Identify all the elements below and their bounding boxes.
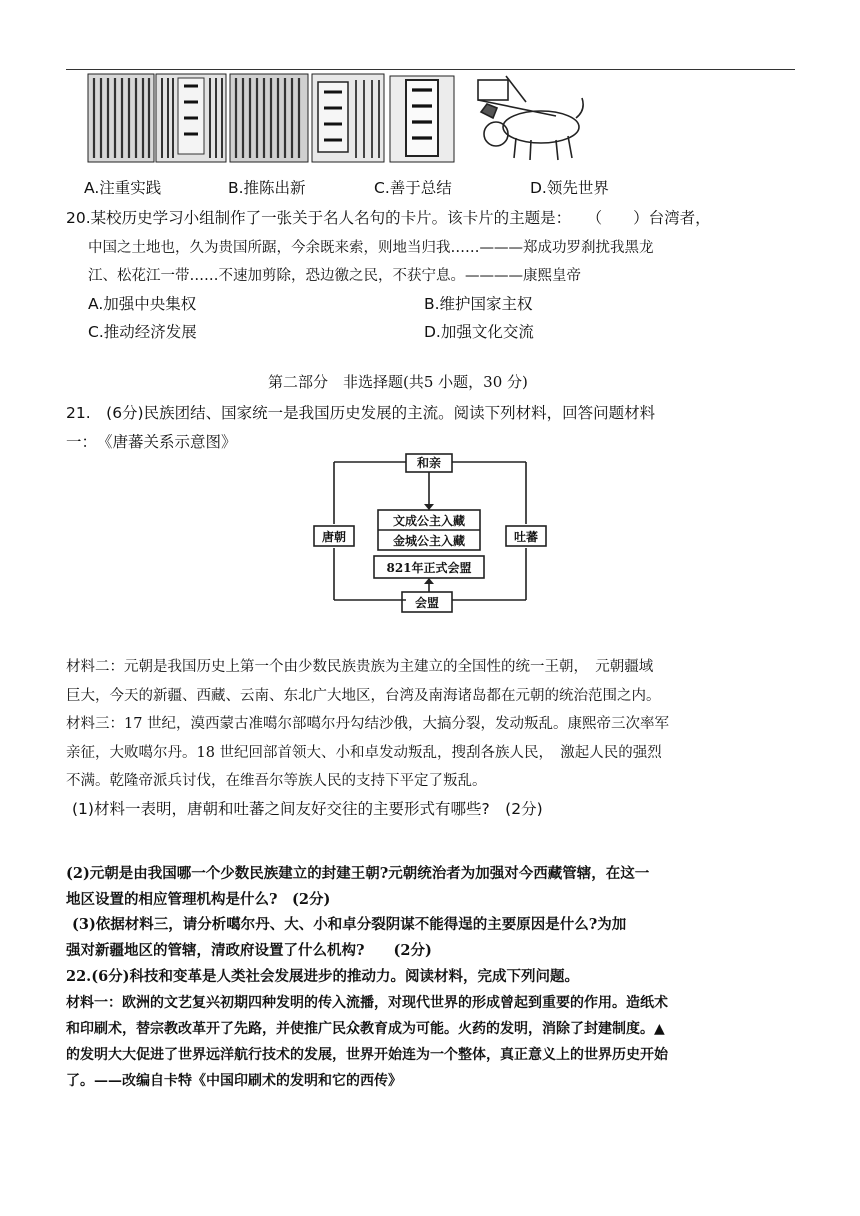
option-c: C.推动经济发展 bbox=[88, 323, 197, 341]
question-21-line-2: 一： 《唐蕃关系示意图》 bbox=[66, 433, 237, 451]
book-cover-image bbox=[390, 76, 454, 162]
question-21-sub-2-line-2: 地区设置的相应管理机构是什么? (2分) bbox=[66, 891, 331, 908]
diagram-label-tubo: 吐蕃 bbox=[513, 530, 539, 544]
question-22-material-1-line-4: 了。——改编自卡特《中国印刷术的发明和它的西传》 bbox=[66, 1073, 402, 1089]
book-scan-image-3 bbox=[230, 74, 308, 162]
diagram-item-821-alliance: 821年正式会盟 bbox=[386, 561, 472, 575]
option-d: D.领先世界 bbox=[530, 179, 609, 197]
diagram-label-huimeng: 会盟 bbox=[414, 596, 440, 610]
diagram-label-tang: 唐朝 bbox=[321, 530, 347, 544]
arrow-up-icon bbox=[424, 578, 434, 584]
ox-cart-illustration bbox=[478, 76, 583, 160]
tang-tubo-relation-diagram bbox=[310, 452, 548, 616]
diagram-label-heqin: 和亲 bbox=[416, 456, 442, 470]
option-b: B.维护国家主权 bbox=[424, 295, 533, 313]
question-21-sub-2-line-1: (2)元朝是由我国哪一个少数民族建立的封建王朝?元朝统治者为加强对今西藏管辖，在这一 bbox=[66, 865, 650, 882]
question-19-image-strip bbox=[86, 72, 586, 164]
material-2-line-1: 材料二：元朝是我国历史上第一个由少数民族贵族为主建立的全国性的统一王朝， 元朝疆域 bbox=[66, 659, 654, 675]
arrow-down-icon bbox=[424, 504, 434, 510]
question-21-sub-1: (1)材料一表明，唐朝和吐蕃之间友好交往的主要形式有哪些? (2分) bbox=[72, 800, 543, 818]
question-20-line-2: 中国之土地也，久为贵国所踞，今余既来索，则地当归我……———郑成功罗刹扰我黑龙 bbox=[88, 240, 654, 256]
question-20-line-3: 江、松花江一带……不速加剪除，恐边徼之民，不获宁息。————康熙皇帝 bbox=[88, 268, 581, 284]
question-21-sub-3-line-1: (3)依据材料三，请分析噶尔丹、大、小和卓分裂阴谋不能得逞的主要原因是什么?为加 bbox=[72, 916, 627, 933]
diagram-item-wencheng: 文成公主入藏 bbox=[392, 514, 466, 528]
option-c: C.善于总结 bbox=[374, 179, 452, 197]
book-scan-image-4 bbox=[312, 74, 384, 162]
diagram-item-jincheng: 金城公主入藏 bbox=[392, 534, 466, 548]
question-21-line-1: 21. (6分)民族团结、国家统一是我国历史发展的主流。阅读下列材料，回答问题材料 bbox=[66, 404, 656, 422]
question-20-line-1: 20.某校历史学习小组制作了一张关于名人名句的卡片。该卡片的主题是： （ ）台湾者， bbox=[66, 209, 711, 227]
question-21-sub-3-line-2: 强对新疆地区的管辖，清政府设置了什么机构? (2分) bbox=[66, 942, 432, 959]
material-2-line-2: 巨大，今天的新疆、西藏、云南、东北广大地区，台湾及南海诸岛都在元朝的统治范围之内。 bbox=[66, 688, 661, 704]
option-d: D.加强文化交流 bbox=[424, 323, 534, 341]
option-a: A.加强中央集权 bbox=[88, 295, 197, 313]
question-22-line-1: 22.(6分)科技和变革是人类社会发展进步的推动力。阅读材料，完成下列问题。 bbox=[66, 968, 580, 985]
book-scan-image-2 bbox=[156, 74, 226, 162]
header-rule bbox=[66, 69, 795, 70]
question-22-material-1-line-3: 的发明大大促进了世界远洋航行技术的发展，世界开始连为一个整体，真正意义上的世界历史开始 bbox=[66, 1047, 668, 1063]
option-b: B.推陈出新 bbox=[228, 179, 306, 197]
section-title: 第二部分 非选择题(共5 小题，30 分) bbox=[268, 373, 528, 391]
question-22-material-1-line-1: 材料一：欧洲的文艺复兴初期四种发明的传入流播，对现代世界的形成曾起到重要的作用。造纸术 bbox=[66, 995, 668, 1011]
question-22-material-1-line-2: 和印刷术，替宗教改革开了先路，并使推广民众教育成为可能。火药的发明，消除了封建制度。▲ bbox=[66, 1021, 665, 1037]
option-a: A.注重实践 bbox=[84, 179, 162, 197]
book-scan-image-1 bbox=[88, 74, 154, 162]
material-3-line-1: 材料三：17 世纪，漠西蒙古准噶尔部噶尔丹勾结沙俄，大搞分裂，发动叛乱。康熙帝三次率军 bbox=[66, 716, 670, 732]
material-3-line-2: 亲征，大败噶尔丹。18 世纪回部首领大、小和卓发动叛乱，搜刮各族人民， 激起人民的强烈 bbox=[66, 745, 662, 761]
material-3-line-3: 不满。乾隆帝派兵讨伐，在维吾尔等族人民的支持下平定了叛乱。 bbox=[66, 773, 487, 789]
